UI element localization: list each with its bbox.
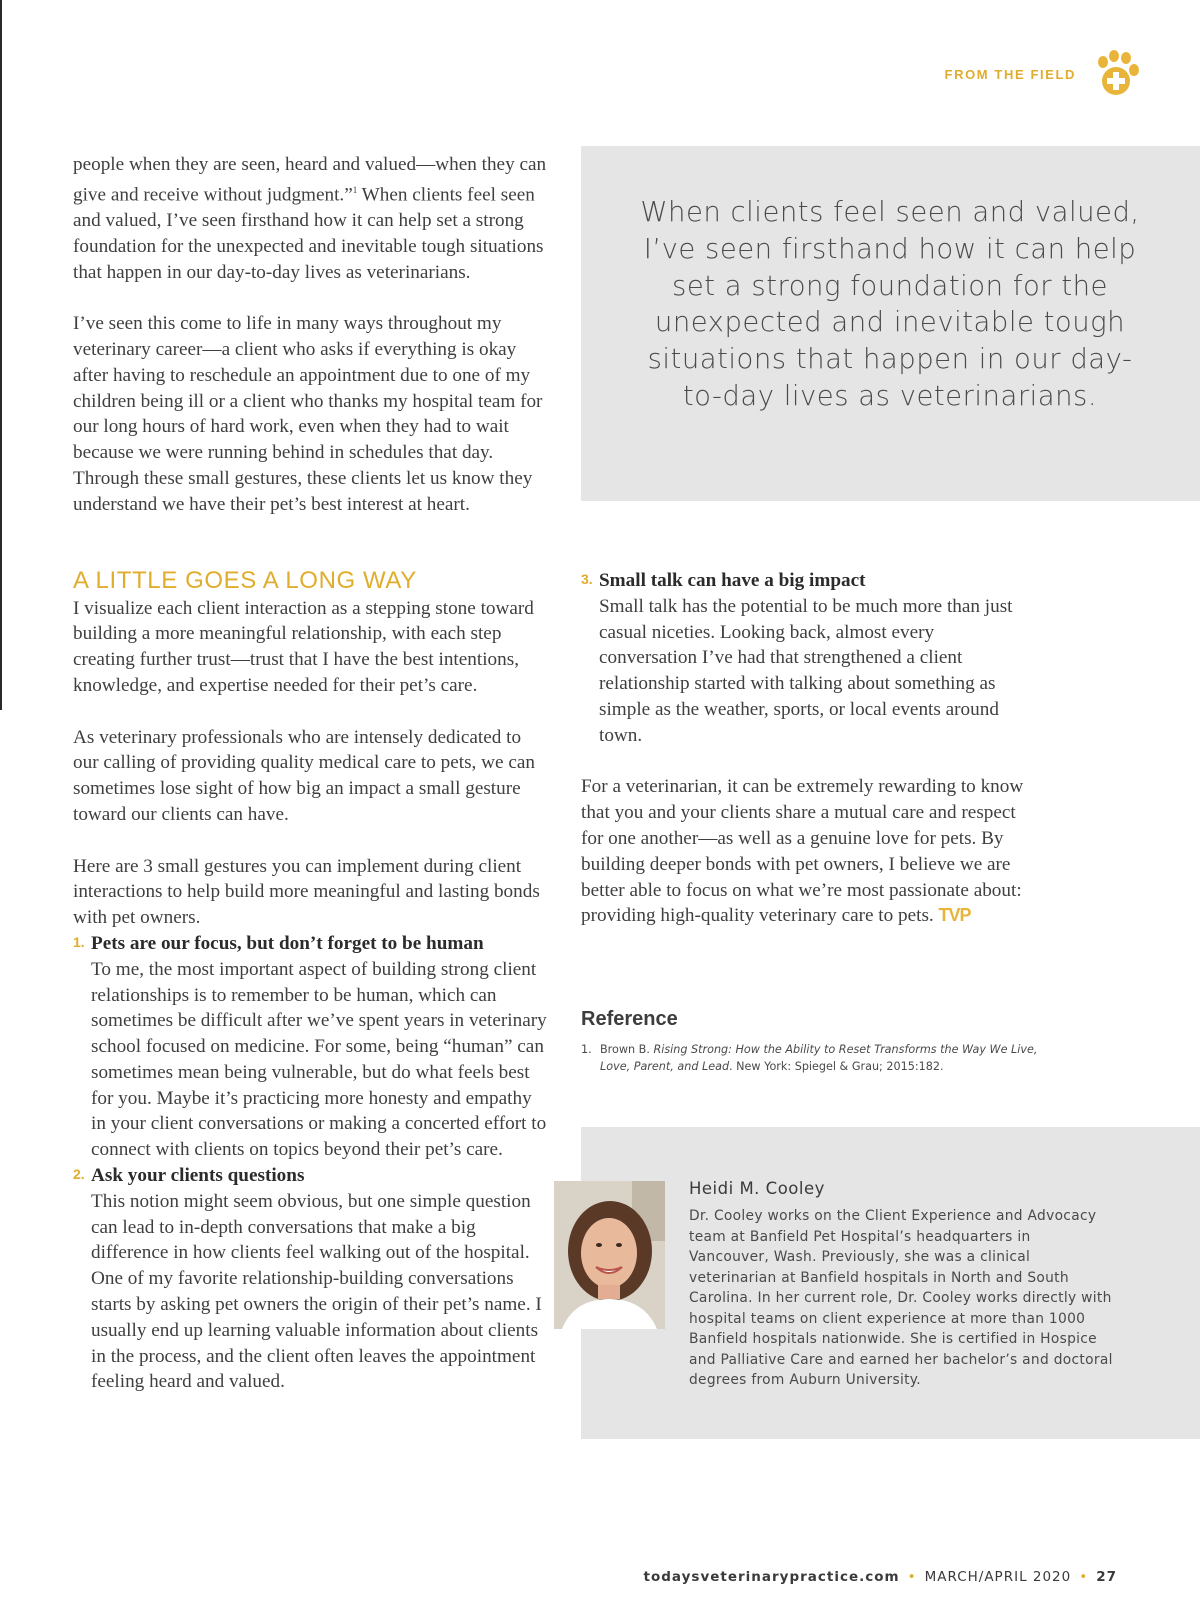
paw-plus-icon xyxy=(1092,50,1140,98)
reference-list xyxy=(581,1041,1041,1075)
footer-issue: MARCH/APRIL 2020 xyxy=(924,1569,1072,1585)
footer-site: todaysveterinarypractice.com xyxy=(643,1569,900,1585)
footer-separator: • xyxy=(907,1569,917,1585)
left-column xyxy=(73,152,548,1395)
paragraph-intro xyxy=(73,152,548,285)
paragraph-intro-a: people when they are seen, heard and valued—when they can give and receive without judgment.” xyxy=(73,154,547,206)
reference-number: 1. xyxy=(581,1043,592,1056)
list-item xyxy=(581,568,1031,749)
paragraph-career: I’ve seen this come to life in many ways throughout my veterinary career—a client who asks if everything is okay after having to reschedule an appointment due to one of my children being ill or a client who thanks my hospital team for our long hours of hard work, even when they had to wait because we were running behind in schedules that day. Through these small gestures, these clients let us know they understand we have their pet’s best interest at heart. xyxy=(73,313,543,515)
gesture-list xyxy=(73,931,548,1395)
list-item-text: This notion might seem obvious, but one simple question can lead to in-depth conversations that make a big difference in how clients feel walking out of the hospital. One of my favorite relationship-building conversations starts by asking pet owners the origin of their pet’s name. I usually end up learning valuable information about clients in the process, and the client often leaves the appointment feeling heard and valued. xyxy=(91,1190,542,1393)
paragraph-dedicated: As veterinary professionals who are intensely dedicated to our calling of providing quality medical care to pets, we can sometimes lose sight of how big an impact a small gesture toward our clients can have. xyxy=(73,726,535,825)
section-heading: A LITTLE GOES A LONG WAY xyxy=(73,566,417,594)
paragraph-gestures-intro: Here are 3 small gestures you can implement during client interactions to help build more meaningful and lasting bonds with pet owners. xyxy=(73,855,540,929)
list-number: 1. xyxy=(73,933,85,950)
footnote-ref: 1 xyxy=(352,184,358,195)
section-label: FROM THE FIELD xyxy=(944,67,1076,82)
footer-separator: • xyxy=(1079,1569,1089,1585)
gesture-list-continued xyxy=(581,568,1031,749)
author-bio: Dr. Cooley works on the Client Experience and Advocacy team at Banfield Pet Hospital’s headquarters in Vancouver, Wash. Previously, she was a clinical veterinarian at Banfield hospitals in North and South Carolina. In her current role, Dr. Cooley works directly with hospital teams on client experience at more than 1000 Banfield hospitals nationwide. She is certified in Hospice and Palliative Care and earned her bachelor’s and doctoral degrees from Auburn University. xyxy=(689,1208,1113,1388)
reference-heading: Reference xyxy=(581,1008,678,1030)
paragraph-closing xyxy=(581,774,1031,929)
page-number: 27 xyxy=(1096,1569,1117,1585)
paragraph-closing-text: For a veterinarian, it can be extremely rewarding to know that you and your clients share a mutual care and respect for one another—as well as a genuine love for pets. By building deeper bonds with pet owners, I believe we are better able to focus on what we’re most passionate about: providing high-quality veterinary care to pets. xyxy=(581,776,1024,927)
reference-publisher: . New York: Spiegel & Grau; 2015:182. xyxy=(729,1060,944,1073)
pull-quote-box xyxy=(581,146,1200,501)
page-edge-bar xyxy=(0,0,2,710)
paragraph-stepping-stone: I visualize each client interaction as a stepping stone toward building a more meaningful relationship, with each step creating further trust—trust that I have the best intentions, knowledge, and expertise needed for their pet’s care. xyxy=(73,597,534,696)
list-item-title: Ask your clients questions xyxy=(91,1165,305,1187)
reference-title: Rising Strong: How the Ability to Reset Transforms the Way We Live, Love, Parent, and Lead xyxy=(600,1043,1038,1073)
right-column xyxy=(581,568,1031,929)
reference-author: Brown B. xyxy=(600,1043,654,1056)
list-item-title: Pets are our focus, but don’t forget to be human xyxy=(91,932,484,954)
list-item xyxy=(73,931,548,1163)
list-item-text: To me, the most important aspect of building strong client relationships is to remember to be human, which can sometimes be difficult after we’ve spent years in veterinary school focused on medicine. For some, being “human” can sometimes mean being vulnerable, but do what feels best for you. Maybe it’s practicing more honesty and empathy in your client conversations or making a concerted effort to connect with clients on topics beyond their pet’s care. xyxy=(91,958,547,1161)
paragraph-intro-b: When clients feel seen and valued, I’ve seen firsthand how it can help set a strong foundation for the unexpected and inevitable tough situations that happen in our day-to-day lives as veterinarians. xyxy=(73,184,544,283)
tvp-end-mark: TVP xyxy=(938,905,971,926)
list-number: 3. xyxy=(581,571,593,587)
pull-quote: When clients feel seen and valued, I’ve seen firsthand how it can help set a strong foundation for the unexpected and inevitable tough situations that happen in our day-to-day lives as veterinarians. xyxy=(640,196,1140,412)
list-number: 2. xyxy=(73,1166,85,1183)
author-photo xyxy=(554,1181,665,1329)
list-item-title: Small talk can have a big impact xyxy=(599,570,866,591)
list-item-text: Small talk has the potential to be much more than just casual niceties. Looking back, almost every conversation I’ve had that strengthened a client relationship started with talking about something as simple as the weather, sports, or local events around town. xyxy=(599,595,1013,746)
list-item xyxy=(73,1163,548,1395)
page-footer xyxy=(644,1569,1117,1585)
reference-item xyxy=(581,1041,1041,1075)
author-name: Heidi M. Cooley xyxy=(689,1179,825,1198)
